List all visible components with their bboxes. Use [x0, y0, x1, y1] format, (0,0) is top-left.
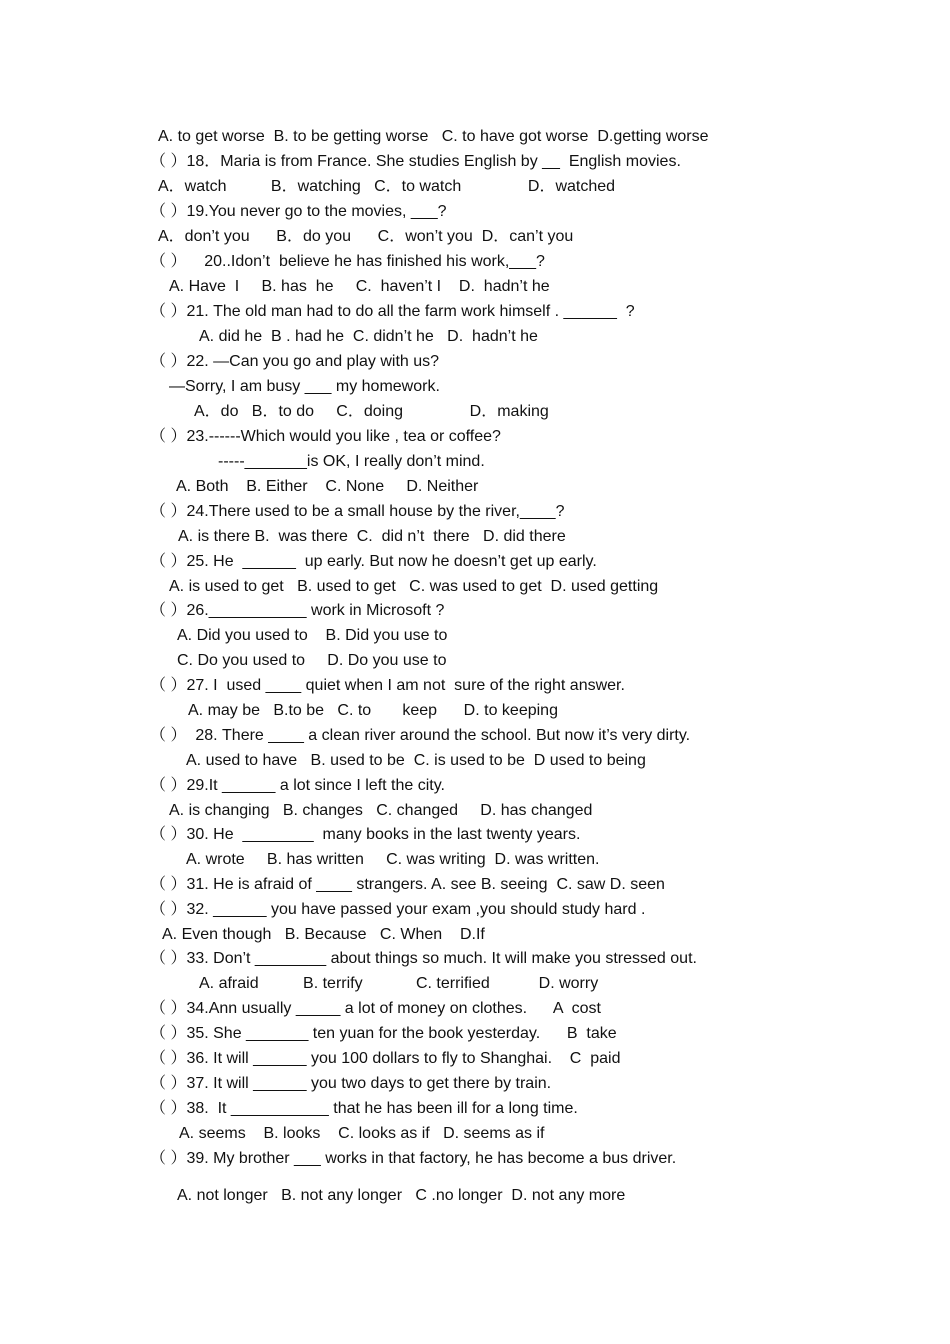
q22-reply: —Sorry, I am busy ___ my homework.	[169, 378, 440, 395]
question-37: （ ）37. It will ______ you two days to get there by train.	[150, 1075, 552, 1092]
question-28: （ ） 28. There ____ a clean river around the school. But now it’s very dirty.	[150, 727, 691, 744]
q22-options: A．do B．to do C．doing D．making	[194, 403, 549, 420]
question-29: （ ）29.It ______ a lot since I left the city.	[150, 777, 445, 794]
question-23: （ ）23.------Which would you like , tea or coffee?	[150, 428, 501, 445]
question-25: （ ）25. He ______ up early. But now he doesn’t get up early.	[150, 553, 597, 570]
q27-options: A. may be B.to be C. to keep D. to keeping	[188, 702, 558, 719]
q19-options: A．don’t you B．do you C．won’t you D．can’t you	[158, 228, 574, 245]
q30-options: A. wrote B. has written C. was writing D. was written.	[186, 851, 600, 868]
question-32: （ ）32. ______ you have passed your exam ,you should study hard .	[150, 901, 646, 918]
question-24: （ ）24.There used to be a small house by the river,____?	[150, 503, 565, 520]
q29-options: A. is changing B. changes C. changed D. has changed	[169, 802, 593, 819]
question-22: （ ）22. —Can you go and play with us?	[150, 353, 440, 370]
question-33: （ ）33. Don’t ________ about things so much. It will make you stressed out.	[150, 950, 697, 967]
q17-options: A. to get worse B. to be getting worse C. to have got worse D.getting worse	[158, 128, 709, 145]
q18-options: A．watch B．watching C．to watch D．watched	[158, 178, 616, 195]
question-38: （ ）38. It ___________ that he has been ill for a long time.	[150, 1100, 578, 1117]
q39-options: A. not longer B. not any longer C .no longer D. not any more	[177, 1187, 626, 1204]
q21-options: A. did he B . had he C. didn’t he D. hadn’t he	[199, 328, 538, 345]
q32-options: A. Even though B. Because C. When D.If	[162, 926, 485, 943]
q25-options: A. is used to get B. used to get C. was used to get D. used getting	[169, 578, 659, 595]
question-34: （ ）34.Ann usually _____ a lot of money on clothes. A cost	[150, 1000, 601, 1017]
question-39: （ ）39. My brother ___ works in that factory, he has become a bus driver.	[150, 1150, 677, 1167]
q38-options: A. seems B. looks C. looks as if D. seems as if	[179, 1125, 545, 1142]
q20-options: A. Have I B. has he C. haven’t I D. hadn’t he	[169, 278, 550, 295]
q26-options-ab: A. Did you used to B. Did you use to	[177, 627, 448, 644]
question-27: （ ）27. I used ____ quiet when I am not sure of the right answer.	[150, 677, 625, 694]
question-20: （ ） 20..Idon’t believe he has finished his work,___?	[150, 253, 545, 270]
question-26: （ ）26.___________ work in Microsoft ?	[150, 602, 445, 619]
question-19: （ ）19.You never go to the movies, ___?	[150, 203, 447, 220]
question-18: （ ）18．Maria is from France. She studies English by __ English movies.	[150, 153, 681, 170]
question-21: （ ）21. The old man had to do all the farm work himself . ______ ?	[150, 303, 635, 320]
q33-options: A. afraid B. terrify C. terrified D. worry	[199, 975, 599, 992]
q23-options: A. Both B. Either C. None D. Neither	[176, 478, 479, 495]
q26-options-cd: C. Do you used to D. Do you use to	[177, 652, 447, 669]
q23-reply: -----_______is OK, I really don’t mind.	[218, 453, 485, 470]
question-36: （ ）36. It will ______ you 100 dollars to fly to Shanghai. C paid	[150, 1050, 621, 1067]
question-35: （ ）35. She _______ ten yuan for the book yesterday. B take	[150, 1025, 617, 1042]
q24-options: A. is there B. was there C. did n’t there D. did there	[178, 528, 566, 545]
q28-options: A. used to have B. used to be C. is used to be D used to being	[186, 752, 646, 769]
question-30: （ ）30. He ________ many books in the last twenty years.	[150, 826, 581, 843]
question-31: （ ）31. He is afraid of ____ strangers. A. see B. seeing C. saw D. seen	[150, 876, 665, 893]
